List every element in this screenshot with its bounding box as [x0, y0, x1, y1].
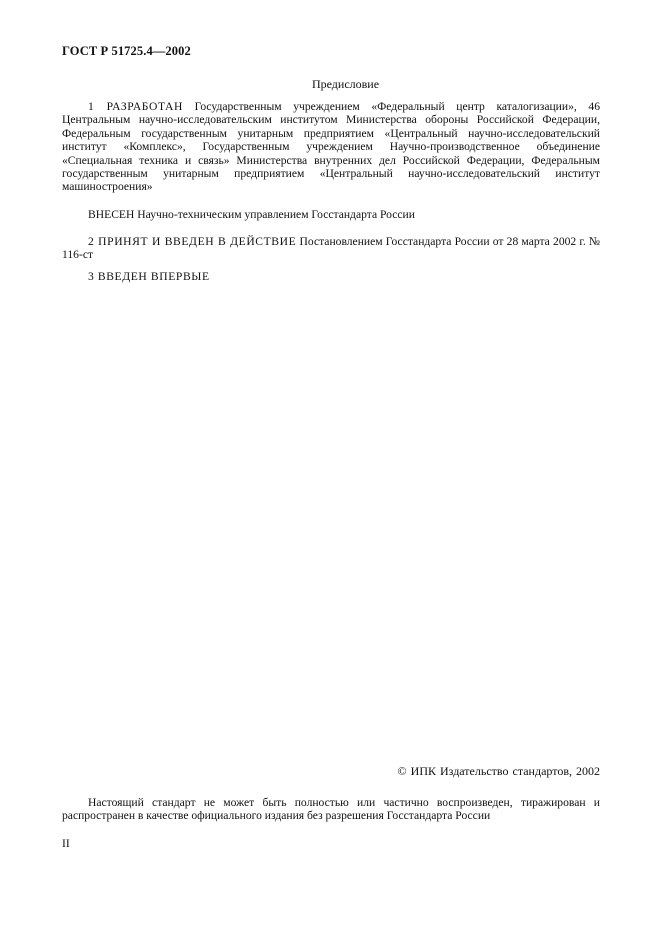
section-introduced-by — [62, 208, 600, 221]
section-first-introduced — [62, 270, 600, 283]
copyright-line: © ИПК Издательство стандартов, 2002 — [397, 764, 600, 778]
section-developed-by — [62, 100, 600, 194]
section-lead: 1 РАЗРАБОТАН — [88, 100, 184, 113]
section-lead: 2 ПРИНЯТ И ВВЕДЕН В ДЕЙСТВИЕ — [88, 235, 297, 248]
section-adopted — [62, 235, 600, 262]
standard-code-header: ГОСТ Р 51725.4—2002 — [62, 44, 191, 58]
notice-text: Настоящий стандарт не может быть полностью или частично воспроизведен, тиражирован и распространен в качестве официального издания без разрешения Госстандарта России — [62, 796, 600, 823]
section-lead: 3 ВВЕДЕН ВПЕРВЫЕ — [88, 270, 210, 283]
page-number: II — [62, 837, 70, 850]
section-text: Научно-техническим управлением Госстандарта России — [134, 208, 415, 221]
foreword-title: Предисловие — [311, 77, 380, 91]
section-text: Государственным учреждением «Федеральный центр каталогизации», 46 Центральным научно-исследовательским институтом Министерства обороны Российской Федерации, Федеральным государственным унитарным предприятием «Центральный научно-исследовательский институт «Комплекс», Государственным учреждением Научно-производственное объединение «Специальная техника и связь» Министерства внутренних дел Российской Федерации, Федеральным государственным унитарным предприятием «Центральный научно-исследовательский институт машиностроения» — [62, 100, 600, 194]
section-text: Постановлением Госстандарта России от 28 марта 2002 г. № 116-ст — [62, 235, 600, 262]
reproduction-notice — [62, 796, 600, 823]
section-lead: ВНЕСЕН — [88, 208, 135, 221]
